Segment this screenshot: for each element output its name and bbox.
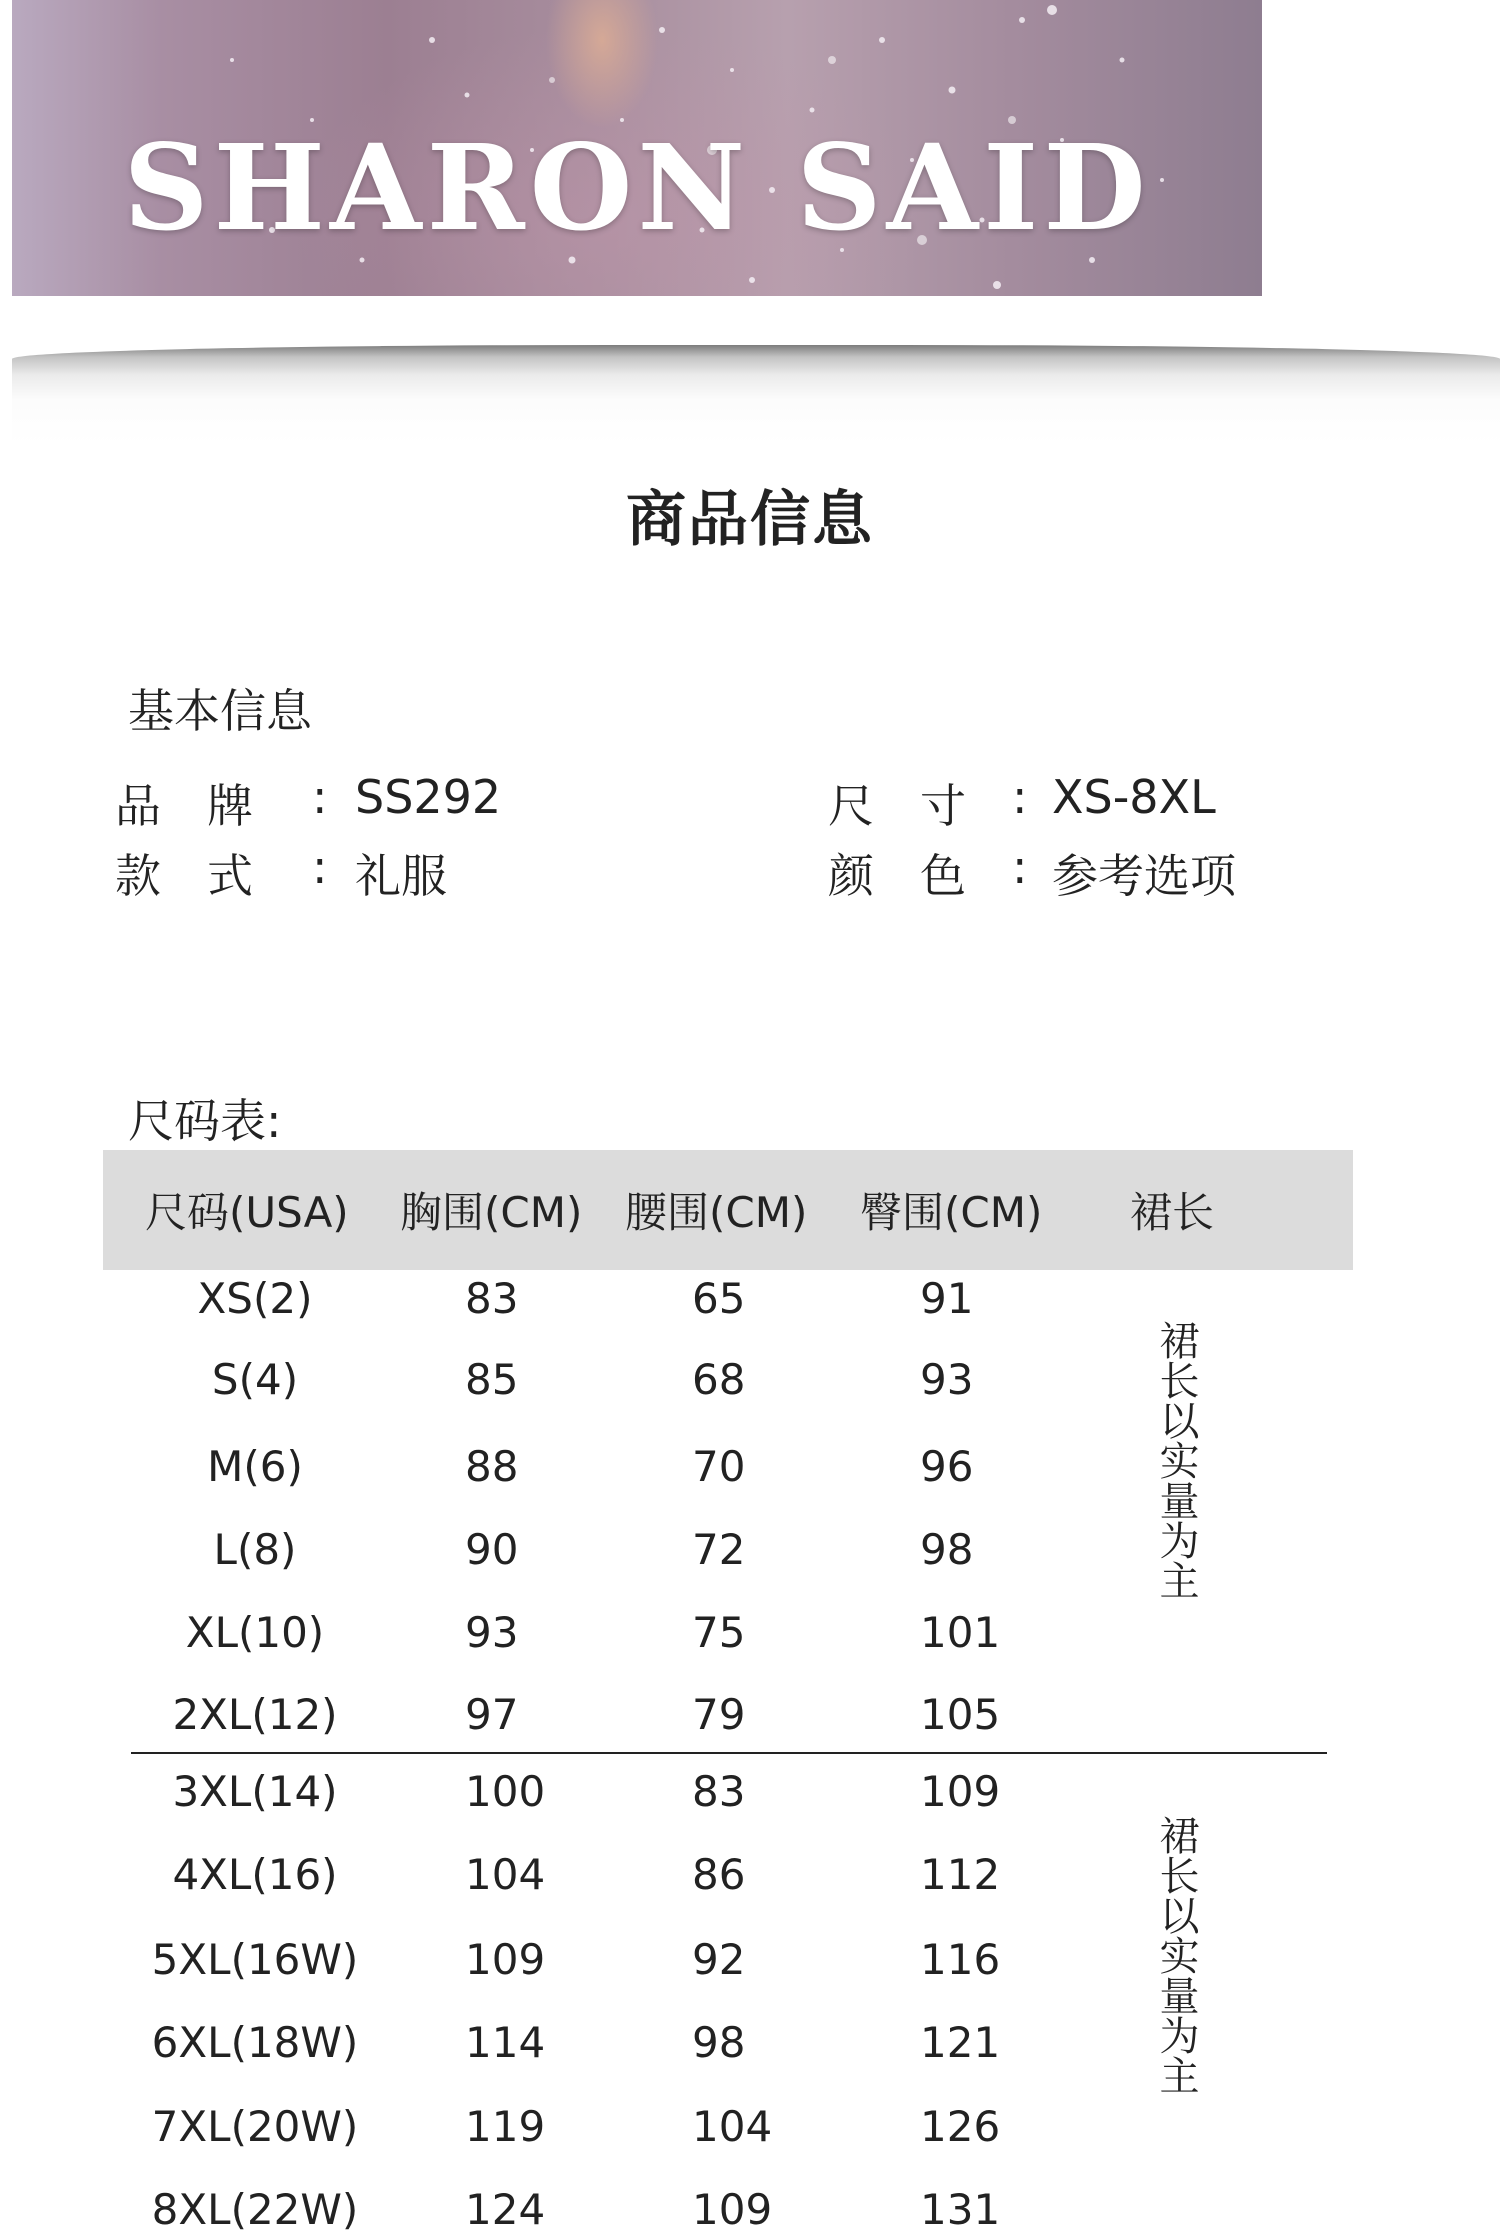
cell-waist: 72	[692, 1525, 746, 1574]
basic-info-heading: 基本信息	[128, 684, 312, 738]
cell-hip: 105	[920, 1690, 1001, 1739]
color-value: 参考选项	[1052, 849, 1236, 903]
cell-bust: 83	[465, 1274, 519, 1323]
cell-hip: 101	[920, 1608, 1001, 1657]
cell-bust: 97	[465, 1690, 519, 1739]
cell-hip: 109	[920, 1767, 1001, 1816]
style-colon: :	[312, 840, 328, 894]
cell-size: 2XL(12)	[172, 1690, 338, 1739]
cell-bust: 93	[465, 1608, 519, 1657]
hero-banner	[12, 0, 1262, 296]
brand-label: 品 牌	[115, 779, 253, 833]
cell-bust: 90	[465, 1525, 519, 1574]
section-divider	[12, 345, 1500, 445]
cell-hip: 112	[920, 1850, 1001, 1899]
cell-bust: 109	[465, 1935, 546, 1984]
cell-size: L(8)	[213, 1525, 297, 1574]
brand-colon: :	[312, 770, 328, 824]
cell-waist: 83	[692, 1767, 746, 1816]
cell-size: M(6)	[207, 1442, 303, 1491]
header-bust: 胸围(CM)	[400, 1188, 583, 1237]
cell-size: 8XL(22W)	[151, 2185, 359, 2234]
length-note-upper: 裙长以实量为主	[1153, 1320, 1199, 1600]
cell-size: XS(2)	[197, 1274, 313, 1323]
cell-waist: 70	[692, 1442, 746, 1491]
cell-size: 5XL(16W)	[151, 1935, 359, 1984]
cell-size: S(4)	[211, 1355, 299, 1404]
page-title: 商品信息	[626, 485, 874, 555]
cell-waist: 86	[692, 1850, 746, 1899]
cell-bust: 100	[465, 1767, 546, 1816]
size-chart-heading: 尺码表:	[128, 1094, 282, 1148]
size-value: XS-8XL	[1052, 770, 1216, 824]
style-label: 款 式	[115, 849, 253, 903]
cell-waist: 75	[692, 1608, 746, 1657]
header-length: 裙长	[1130, 1188, 1215, 1237]
cell-bust: 114	[465, 2018, 546, 2067]
cell-hip: 116	[920, 1935, 1001, 1984]
cell-waist: 65	[692, 1274, 746, 1323]
cell-waist: 109	[692, 2185, 773, 2234]
color-colon: :	[1012, 840, 1028, 894]
cell-size: 4XL(16)	[172, 1850, 338, 1899]
cell-bust: 88	[465, 1442, 519, 1491]
size-label: 尺 寸	[828, 779, 966, 833]
color-label: 颜 色	[828, 849, 966, 903]
cell-bust: 119	[465, 2102, 546, 2151]
cell-waist: 79	[692, 1690, 746, 1739]
cell-size: XL(10)	[185, 1608, 325, 1657]
cell-waist: 92	[692, 1935, 746, 1984]
cell-hip: 93	[920, 1355, 974, 1404]
style-value: 礼服	[355, 849, 447, 903]
size-colon: :	[1012, 770, 1028, 824]
cell-hip: 126	[920, 2102, 1001, 2151]
cell-bust: 124	[465, 2185, 546, 2234]
cell-size: 3XL(14)	[172, 1767, 338, 1816]
table-row-divider	[131, 1752, 1327, 1754]
cell-hip: 131	[920, 2185, 1001, 2234]
cell-hip: 121	[920, 2018, 1001, 2067]
cell-hip: 91	[920, 1274, 974, 1323]
cell-size: 6XL(18W)	[151, 2018, 359, 2067]
cell-hip: 98	[920, 1525, 974, 1574]
header-waist: 腰围(CM)	[625, 1188, 808, 1237]
cell-waist: 98	[692, 2018, 746, 2067]
header-size: 尺码(USA)	[145, 1188, 349, 1237]
cell-bust: 104	[465, 1850, 546, 1899]
cell-waist: 104	[692, 2102, 773, 2151]
header-hip: 臀围(CM)	[860, 1188, 1043, 1237]
cell-waist: 68	[692, 1355, 746, 1404]
length-note-lower: 裙长以实量为主	[1153, 1815, 1199, 2095]
cell-size: 7XL(20W)	[151, 2102, 359, 2151]
brand-wordmark: SHARON SAID	[123, 118, 1151, 257]
cell-hip: 96	[920, 1442, 974, 1491]
cell-bust: 85	[465, 1355, 519, 1404]
brand-value: SS292	[355, 770, 502, 824]
